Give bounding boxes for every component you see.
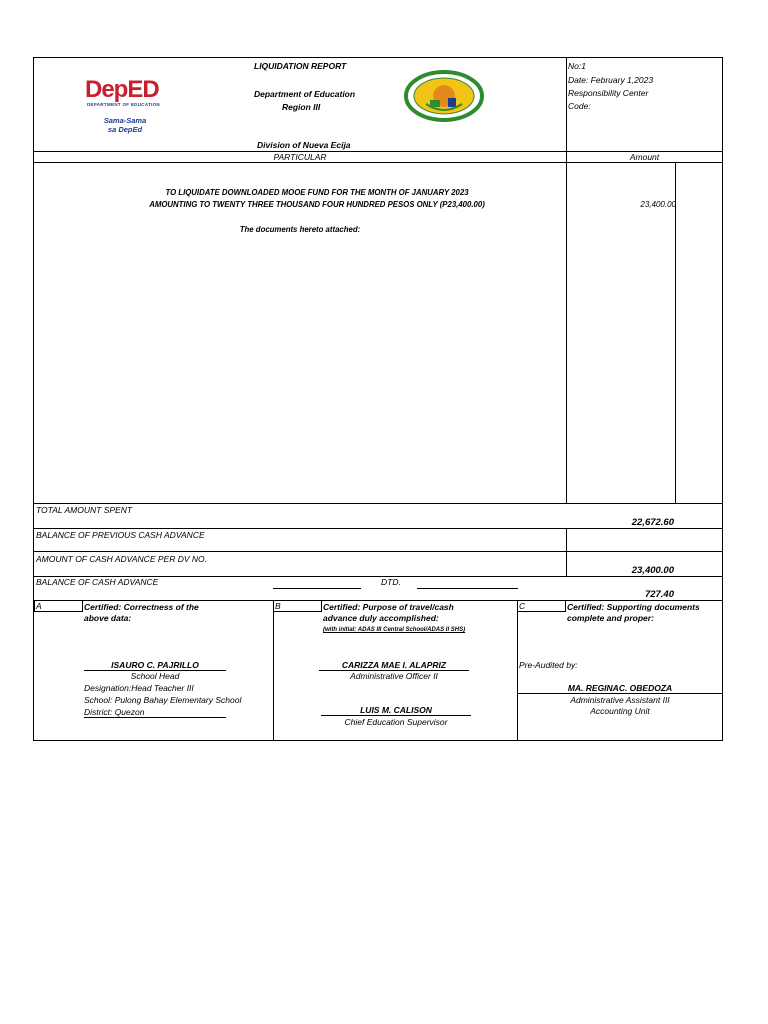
region-name: Region III	[282, 102, 321, 112]
particular-line-2: AMOUNTING TO TWENTY THREE THOUSAND FOUR HUNDRED PESOS ONLY (P23,400.00)	[149, 200, 485, 209]
amount-column-divider	[566, 57, 567, 503]
dtd-label: DTD.	[381, 577, 401, 587]
cert-b-heading-1: Certified: Purpose of travel/cash	[323, 602, 454, 612]
cert-divider-bc	[517, 600, 518, 741]
cert-c-heading-2: complete and proper:	[567, 613, 654, 623]
attached-documents-label: The documents hereto attached:	[239, 225, 361, 234]
division-seal-icon	[404, 70, 484, 122]
totals-divider-3	[34, 551, 723, 552]
cert-c-letter: C	[519, 601, 526, 611]
code-label: Code:	[568, 101, 591, 111]
cert-a-heading-1: Certified: Correctness of the	[84, 602, 199, 612]
totals-divider-1	[34, 503, 723, 504]
prev-balance-label: BALANCE OF PREVIOUS CASH ADVANCE	[36, 530, 205, 540]
amount-inner-divider	[675, 162, 676, 503]
cert-a-letter: A	[36, 601, 42, 611]
cert-b-signatory-1-position: Administrative Officer II	[350, 671, 438, 681]
cert-b-signatory-2-name: LUIS M. CALISON	[360, 705, 432, 715]
cert-c-signature-line	[517, 693, 723, 694]
tagline-line-2: sa DepEd	[107, 125, 143, 134]
particular-line-1: TO LIQUIDATE DOWNLOADED MOOE FUND FOR THE MONTH OF JANUARY 2023	[165, 188, 469, 197]
report-date: Date: February 1,2023	[568, 75, 654, 85]
column-header-divider	[34, 162, 723, 163]
cert-divider-ab	[273, 600, 274, 741]
cert-a-district-line	[84, 717, 226, 718]
cert-c-signatory-name: MA. REGINAC. OBEDOZA	[567, 683, 673, 693]
responsibility-center: Responsibility Center	[568, 88, 649, 98]
particular-header: PARTICULAR	[273, 152, 327, 162]
deped-logo	[85, 78, 185, 108]
cert-a-signatory-name: ISAURO C. PAJRILLO	[111, 660, 199, 670]
header-divider	[34, 151, 723, 152]
department-name: Department of Education	[254, 89, 356, 99]
dv-number-line	[273, 588, 361, 589]
deped-logo-subtext: DEPARTMENT OF EDUCATION	[87, 102, 160, 107]
pre-audited-label: Pre-Audited by:	[519, 660, 578, 670]
total-spent-value: 22,672.60	[631, 517, 674, 528]
report-title: LIQUIDATION REPORT	[254, 61, 347, 71]
totals-divider-2	[34, 528, 723, 529]
cert-b-signatory-1-name: CARIZZA MAE I. ALAPRIZ	[341, 660, 447, 670]
particular-amount: 23,400.00	[640, 200, 676, 209]
cert-c-position: Administrative Assistant III	[570, 695, 670, 705]
cash-advance-value: 23,400.00	[631, 565, 674, 576]
cert-b-letter: B	[275, 601, 281, 611]
totals-divider-5	[34, 600, 723, 601]
total-spent-label: TOTAL AMOUNT SPENT	[36, 505, 133, 515]
cert-b-heading-2: advance duly accomplished:	[323, 613, 439, 623]
cert-b-signature-line-2	[321, 715, 471, 716]
cert-a-designation: Designation:Head Teacher III	[84, 683, 194, 693]
amount-header: Amount	[629, 152, 660, 162]
dtd-line	[417, 588, 518, 589]
cash-balance-value: 727.40	[644, 589, 674, 600]
cert-c-heading-1: Certified: Supporting documents	[567, 602, 700, 612]
cert-a-heading-2: above data:	[84, 613, 132, 623]
division-name: Division of Nueva Ecija	[257, 140, 351, 150]
cert-b-signatory-2-position: Chief Education Supervisor	[344, 717, 448, 727]
cert-a-position: School Head	[130, 671, 180, 681]
deped-logo-text: DepED	[85, 76, 159, 103]
cert-a-school: School: Pulong Bahay Elementary School	[84, 695, 242, 705]
cash-advance-label: AMOUNT OF CASH ADVANCE PER DV NO.	[36, 554, 207, 564]
cert-b-initial-note: (with initial: ADAS III Central School/ADAS II SHS)	[323, 627, 466, 633]
cert-a-district: District: Quezon	[84, 707, 145, 717]
report-number: No:1	[568, 61, 586, 71]
cert-c-unit: Accounting Unit	[590, 706, 650, 716]
tagline-line-1: Sama-Sama	[103, 116, 147, 125]
cash-balance-label: BALANCE OF CASH ADVANCE	[36, 577, 159, 587]
